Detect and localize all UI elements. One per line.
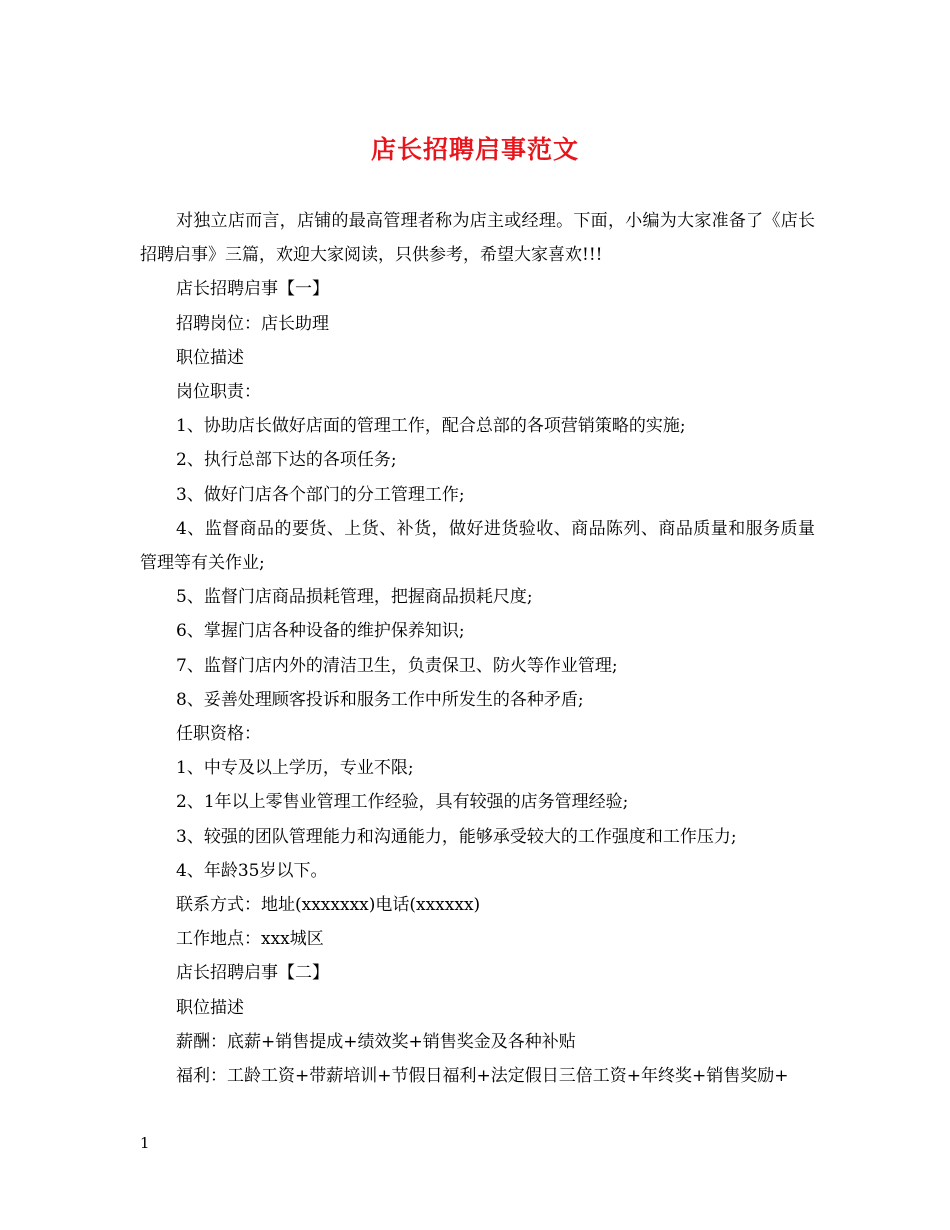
qualification-item: 3、较强的团队管理能力和沟通能力，能够承受较大的工作强度和工作压力; [176,826,737,847]
section-heading-one: 店长招聘启事【一】 [176,279,329,300]
page-number: 1 [140,1134,150,1152]
responsibility-item: 6、掌握门店各种设备的维护保养知识; [176,621,465,642]
document-title: 店长招聘启事范文 [370,135,579,164]
benefits-line: 福利：工龄工资+带薪培训+节假日福利+法定假日三倍工资+年终奖+销售奖励+ [176,1066,789,1087]
job-description-heading: 职位描述 [176,347,244,368]
intro-paragraph: 对独立店而言，店铺的最高管理者称为店主或经理。下面，小编为大家准备了《店长招聘启事》三篇，欢迎大家阅读，只供参考，希望大家喜欢!!! [140,211,815,266]
responsibility-item: 3、做好门店各个部门的分工管理工作; [176,484,465,505]
responsibility-item: 8、妥善处理顾客投诉和服务工作中所发生的各种矛盾; [176,689,584,710]
contact-line: 联系方式：地址(xxxxxxx)电话(xxxxxx) [176,895,481,916]
responsibility-item: 5、监督门店商品损耗管理，把握商品损耗尺度; [176,587,533,608]
responsibilities-heading: 岗位职责： [176,382,261,403]
responsibility-item: 7、监督门店内外的清洁卫生，负责保卫、防火等作业管理; [176,655,618,676]
qualification-item: 4、年龄35岁以下。 [176,860,328,881]
section-heading-two: 店长招聘启事【二】 [176,963,329,984]
qualification-item: 1、中专及以上学历，专业不限; [176,758,414,779]
document-body [140,204,815,1093]
responsibility-item: 1、协助店长做好店面的管理工作，配合总部的各项营销策略的实施; [176,416,686,437]
salary-line: 薪酬：底薪+销售提成+绩效奖+销售奖金及各种补贴 [176,1031,576,1052]
work-location-line: 工作地点：xxx城区 [176,929,324,950]
position-line: 招聘岗位：店长助理 [176,313,329,334]
responsibility-item: 2、执行总部下达的各项任务; [176,450,397,471]
job-description-heading: 职位描述 [176,997,244,1018]
qualification-item: 2、1年以上零售业管理工作经验，具有较强的店务管理经验; [176,792,629,813]
responsibility-item: 4、监督商品的要货、上货、补货，做好进货验收、商品陈列、商品质量和服务质量管理等有关作业; [140,518,815,574]
qualifications-heading: 任职资格： [176,724,261,745]
